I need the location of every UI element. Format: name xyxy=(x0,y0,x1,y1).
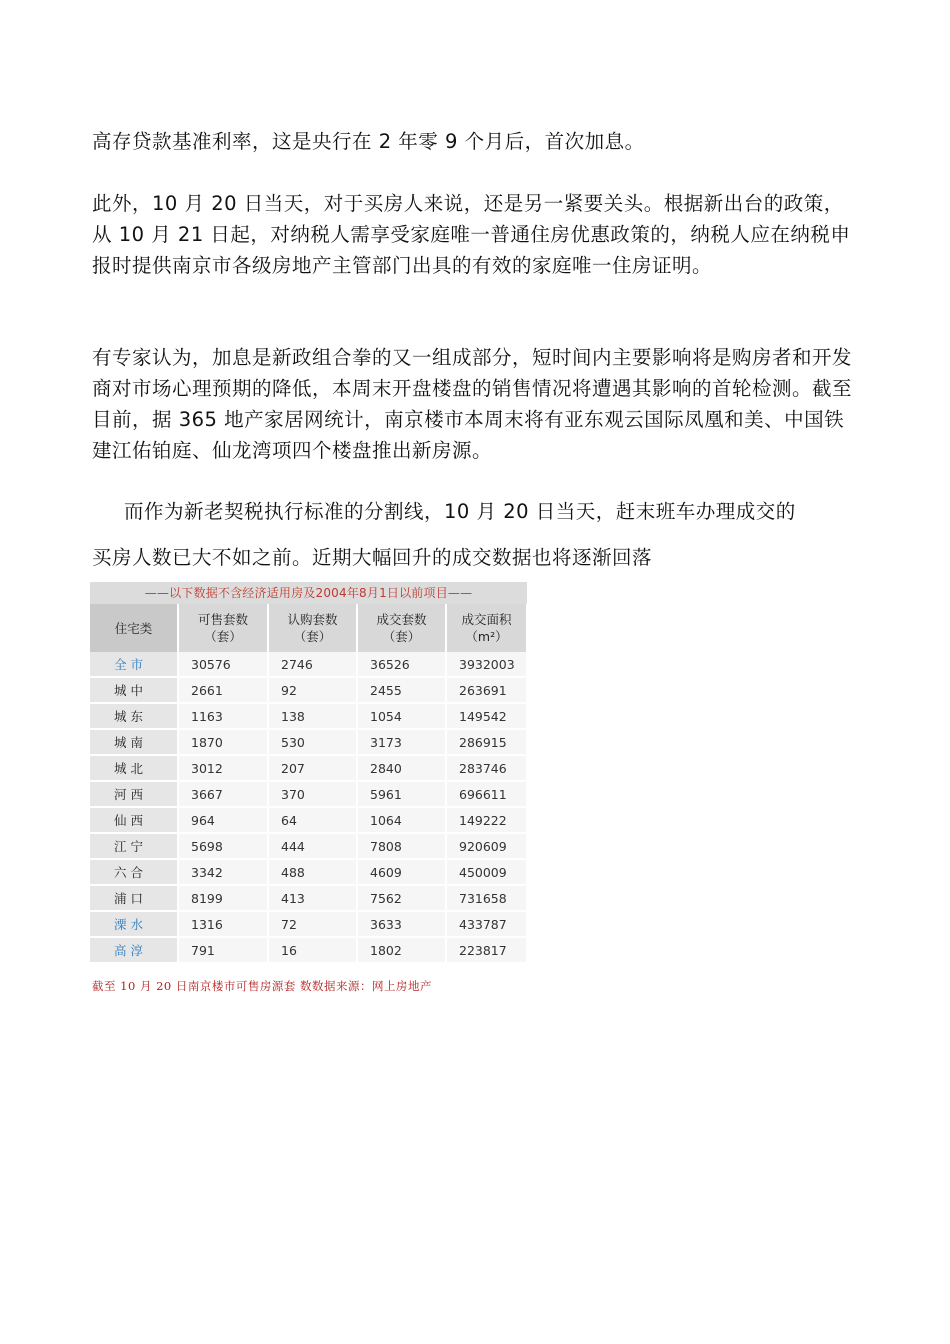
district-label: 仙西 xyxy=(90,807,178,833)
sold-cell: 1802 xyxy=(357,937,446,963)
sold-cell: 1064 xyxy=(357,807,446,833)
area-cell: 433787 xyxy=(446,911,527,937)
available-cell: 791 xyxy=(178,937,268,963)
available-cell: 1316 xyxy=(178,911,268,937)
paragraph-2: 此外，10 月 20 日当天，对于买房人来说，还是另一紧要关头。根据新出台的政策，从 10 月 21 日起，对纳税人需享受家庭唯一普通住房优惠政策的，纳税人应在纳税申报时提供南京市各级房地产主管部门出具的有效的家庭唯一住房证明。 xyxy=(92,192,851,277)
table-caption: 截至 10 月 20 日南京楼市可售房源套 数数据来源：网上房地产 xyxy=(92,979,433,993)
district-label: 城北 xyxy=(90,755,178,781)
table-row xyxy=(90,781,527,807)
subscribed-cell: 64 xyxy=(268,807,357,833)
table-row xyxy=(90,807,527,833)
area-cell: 149542 xyxy=(446,703,527,729)
table-row xyxy=(90,703,527,729)
subscribed-cell: 488 xyxy=(268,859,357,885)
paragraph-1: 高存贷款基准利率，这是央行在 2 年零 9 个月后，首次加息。 xyxy=(92,130,645,153)
paragraph-4-line-1: 而作为新老契税执行标准的分割线，10 月 20 日当天，赶末班车办理成交的 xyxy=(124,500,796,523)
sold-cell: 7808 xyxy=(357,833,446,859)
table-row xyxy=(90,755,527,781)
header-area: 成交面积 （m²） xyxy=(446,604,527,652)
area-cell: 223817 xyxy=(446,937,527,963)
table-row xyxy=(90,652,527,677)
sold-cell: 7562 xyxy=(357,885,446,911)
area-cell: 283746 xyxy=(446,755,527,781)
subscribed-cell: 207 xyxy=(268,755,357,781)
table-row xyxy=(90,729,527,755)
table-row xyxy=(90,833,527,859)
subscribed-cell: 72 xyxy=(268,911,357,937)
area-cell: 696611 xyxy=(446,781,527,807)
table-row xyxy=(90,937,527,963)
table-header-row xyxy=(90,604,527,652)
sold-cell: 5961 xyxy=(357,781,446,807)
available-cell: 964 xyxy=(178,807,268,833)
area-cell: 286915 xyxy=(446,729,527,755)
sold-cell: 2455 xyxy=(357,677,446,703)
paragraph-3: 有专家认为，加息是新政组合拳的又一组成部分，短时间内主要影响将是购房者和开发商对市场心理预期的降低，本周末开盘楼盘的销售情况将遭遇其影响的首轮检测。截至目前，据 365 地产家居网统计，南京楼市本周末将有亚东观云国际凤凰和美、中国铁建江佑铂庭、仙龙湾项四个楼盘推出新房源。 xyxy=(92,346,853,462)
header-sold: 成交套数 （套） xyxy=(357,604,446,652)
available-cell: 1163 xyxy=(178,703,268,729)
subscribed-cell: 16 xyxy=(268,937,357,963)
district-label: 城中 xyxy=(90,677,178,703)
table-row xyxy=(90,859,527,885)
available-cell: 2661 xyxy=(178,677,268,703)
sold-cell: 1054 xyxy=(357,703,446,729)
available-cell: 3012 xyxy=(178,755,268,781)
district-label: 城南 xyxy=(90,729,178,755)
table-row xyxy=(90,911,527,937)
table-row xyxy=(90,885,527,911)
sold-cell: 3173 xyxy=(357,729,446,755)
header-available: 可售套数 （套） xyxy=(178,604,268,652)
district-label: 河西 xyxy=(90,781,178,807)
area-cell: 3932003 xyxy=(446,652,527,677)
area-cell: 450009 xyxy=(446,859,527,885)
available-cell: 5698 xyxy=(178,833,268,859)
district-label: 城东 xyxy=(90,703,178,729)
sold-cell: 2840 xyxy=(357,755,446,781)
district-label: 六合 xyxy=(90,859,178,885)
subscribed-cell: 530 xyxy=(268,729,357,755)
district-label: 浦口 xyxy=(90,885,178,911)
paragraph-4-line-2: 买房人数已大不如之前。近期大幅回升的成交数据也将逐渐回落 xyxy=(92,546,653,569)
available-cell: 3342 xyxy=(178,859,268,885)
subscribed-cell: 370 xyxy=(268,781,357,807)
district-label: 江宁 xyxy=(90,833,178,859)
subscribed-cell: 444 xyxy=(268,833,357,859)
available-cell: 1870 xyxy=(178,729,268,755)
subscribed-cell: 138 xyxy=(268,703,357,729)
area-cell: 263691 xyxy=(446,677,527,703)
district-label[interactable]: 全市 xyxy=(90,652,178,677)
sold-cell: 3633 xyxy=(357,911,446,937)
available-cell: 30576 xyxy=(178,652,268,677)
table-row xyxy=(90,677,527,703)
available-cell: 8199 xyxy=(178,885,268,911)
area-cell: 149222 xyxy=(446,807,527,833)
subscribed-cell: 413 xyxy=(268,885,357,911)
area-cell: 920609 xyxy=(446,833,527,859)
housing-stats-table-image xyxy=(90,582,527,964)
district-label[interactable]: 高淳 xyxy=(90,937,178,963)
sold-cell: 36526 xyxy=(357,652,446,677)
header-type: 住宅类 xyxy=(90,604,178,652)
table-banner: ——以下数据不含经济适用房及2004年8月1日以前项目—— xyxy=(90,582,527,604)
area-cell: 731658 xyxy=(446,885,527,911)
header-subscribed: 认购套数 （套） xyxy=(268,604,357,652)
subscribed-cell: 92 xyxy=(268,677,357,703)
sold-cell: 4609 xyxy=(357,859,446,885)
available-cell: 3667 xyxy=(178,781,268,807)
district-label[interactable]: 溧水 xyxy=(90,911,178,937)
housing-stats-table xyxy=(90,604,528,964)
subscribed-cell: 2746 xyxy=(268,652,357,677)
